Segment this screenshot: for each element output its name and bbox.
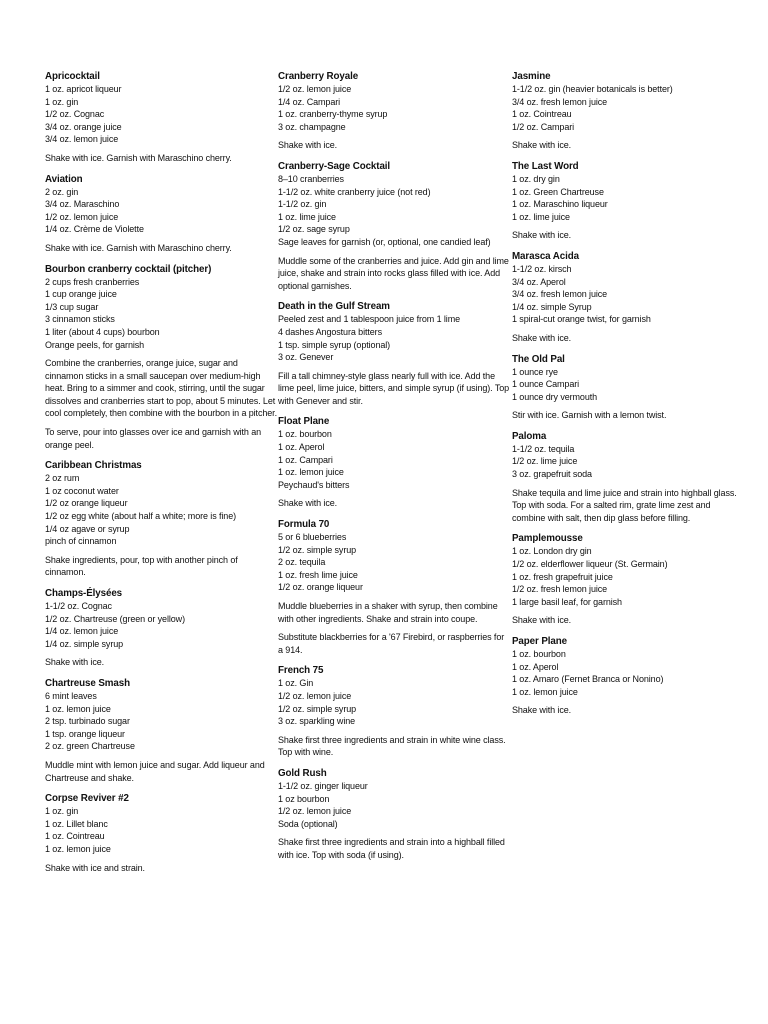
ingredient-list [45, 276, 277, 352]
ingredient: 3 cinnamon sticks [45, 314, 115, 325]
recipe-instructions: Shake with ice. [512, 230, 572, 241]
ingredient: 4 dashes Angostura bitters [278, 326, 382, 337]
recipe-instructions: Shake with ice. [512, 705, 572, 716]
ingredient: Sage leaves for garnish (or, optional, one candied leaf) [278, 236, 491, 247]
recipe-instructions: Combine the cranberries, orange juice, sugar and cinnamon sticks in a small saucepan over medium-high heat. Bring to a simmer and cook, stirring, until the sugar dissolves and cranberries start to pop, about 5 minutes. Let cool completely, then combine with the bourbon in a pitcher. [45, 358, 277, 419]
recipe-title: Cranberry-Sage Cocktail [278, 160, 391, 172]
ingredient: 2 oz. green Chartreuse [45, 741, 135, 752]
ingredient-list [278, 313, 510, 363]
ingredient: 1/2 oz. lemon juice [45, 211, 119, 222]
ingredient: 2 cups fresh cranberries [45, 276, 140, 287]
ingredient: 1 large basil leaf, for garnish [512, 596, 622, 607]
recipe-the-old-pal [512, 353, 738, 422]
ingredient: 1 oz. apricot liqueur [45, 84, 122, 94]
recipe-paloma [512, 430, 738, 525]
ingredient: 8–10 cranberries [278, 173, 344, 184]
ingredient: 1 oz. Lillet blanc [45, 818, 108, 829]
recipe-instructions: Substitute blackberries for a '67 Firebird, or raspberries for a 914. [278, 632, 505, 655]
ingredient: pinch of cinnamon [45, 536, 117, 547]
ingredient-list [45, 186, 277, 236]
ingredient: 1 oz. lime juice [512, 211, 570, 222]
recipe-jasmine [512, 70, 738, 152]
ingredient: 1 oz. Gin [278, 678, 314, 689]
ingredient: 3/4 oz. Aperol [512, 276, 566, 287]
ingredient: 1/2 oz. sage syrup [278, 224, 350, 235]
ingredient: 1 oz. Aperol [278, 442, 325, 453]
ingredient: 1-1/2 oz. kirsch [512, 263, 572, 274]
recipe-instructions: Muddle blueberries in a shaker with syrup, then combine with other ingredients. Shake and strain into coupe. [278, 601, 498, 624]
recipe-title: French 75 [278, 665, 324, 677]
ingredient-list [45, 472, 277, 548]
ingredient: 6 mint leaves [45, 690, 97, 701]
recipe-instructions: Shake with ice. [512, 615, 572, 626]
ingredient: 1-1/2 oz. ginger liqueur [278, 780, 368, 791]
ingredient: 2 oz. gin [45, 186, 79, 197]
ingredient: 1/4 oz. Campari [278, 96, 341, 107]
recipe-instructions: Shake with ice. [45, 657, 105, 668]
recipe-instructions: Shake with ice and strain. [45, 862, 145, 873]
ingredient: 1-1/2 oz. white cranberry juice (not red) [278, 186, 431, 197]
ingredient: 1-1/2 oz. gin (heavier botanicals is better) [512, 84, 673, 94]
ingredient: 1 oz. fresh lime juice [278, 569, 358, 580]
ingredient: 1 liter (about 4 cups) bourbon [45, 326, 160, 337]
ingredient: 3 oz. grapefruit soda [512, 469, 592, 480]
recipe-cranberry-sage-cocktail [278, 160, 510, 292]
recipe-column-3 [512, 70, 738, 725]
recipe-cranberry-royale [278, 70, 510, 152]
ingredient: 5 or 6 blueberries [278, 532, 347, 543]
ingredient: 1 oz. gin [45, 806, 79, 817]
ingredient-list [278, 173, 510, 249]
ingredient: 1/4 oz. lemon juice [45, 626, 119, 637]
ingredient: 1 oz. lemon juice [45, 843, 111, 854]
recipe-caribbean-christmas [45, 459, 277, 579]
ingredient-list [45, 690, 277, 753]
ingredient: 1/3 cup sugar [45, 301, 99, 312]
ingredient: 1 oz. gin [45, 96, 79, 107]
recipe-french-75 [278, 664, 510, 759]
recipe-title: Formula 70 [278, 519, 330, 531]
recipe-instructions: Shake first three ingredients and strain into a highball filled with ice. Top with soda (if using). [278, 837, 505, 860]
recipe-title: Pamplemousse [512, 533, 583, 545]
recipe-column-2 [278, 70, 510, 870]
ingredient: Orange peels, for garnish [45, 339, 145, 350]
ingredient: 1/2 oz. elderflower liqueur (St. Germain) [512, 559, 668, 570]
recipe-title: Paper Plane [512, 636, 567, 647]
ingredient: 1/2 oz. orange liqueur [278, 582, 363, 593]
ingredient: 1 oz. bourbon [278, 429, 332, 440]
recipe-the-last-word [512, 160, 738, 242]
ingredient: 1 tsp. simple syrup (optional) [278, 339, 391, 350]
ingredient: 3/4 oz. lemon juice [45, 134, 119, 145]
recipe-champs-elysees [45, 587, 277, 669]
ingredient: 1 oz. dry gin [512, 173, 560, 184]
recipe-column-1 [45, 70, 277, 882]
ingredient: 1 oz. Cointreau [45, 831, 105, 842]
recipe-instructions: Shake first three ingredients and strain in white wine class. Top with wine. [278, 734, 506, 758]
ingredient: 1 tsp. orange liqueur [45, 728, 125, 739]
recipe-title: Apricocktail [45, 71, 100, 82]
ingredient-list [278, 83, 510, 133]
ingredient: 1-1/2 oz. gin [278, 199, 327, 210]
recipe-bourbon-cranberry-cocktail-pitcher [45, 263, 277, 452]
recipe-title: Marasca Acida [512, 250, 579, 262]
recipe-title: Gold Rush [278, 767, 327, 779]
ingredient: 3/4 oz. fresh lemon juice [512, 96, 608, 107]
recipe-instructions: Shake with ice. Garnish with Maraschino cherry. [45, 242, 232, 253]
recipe-instructions: Muddle mint with lemon juice and sugar. Add liqueur and Chartreuse and shake. [45, 759, 265, 783]
ingredient: 1 oz. lemon juice [512, 686, 578, 697]
ingredient: 1/2 oz. lemon juice [278, 806, 352, 817]
recipe-corpse-reviver-2 [45, 792, 277, 874]
ingredient: 1-1/2 oz. Cognac [45, 601, 112, 611]
ingredient-list [278, 428, 510, 491]
recipe-title: The Last Word [512, 160, 579, 172]
ingredient-list [512, 83, 738, 133]
ingredient-list [278, 531, 510, 594]
recipe-title: Caribbean Christmas [45, 460, 142, 472]
recipe-marasca-acida [512, 250, 738, 345]
ingredient: 1 oz. lime juice [278, 211, 336, 222]
recipe-title: Float Plane [278, 416, 330, 428]
ingredient-list [45, 83, 277, 146]
recipe-instructions: Fill a tall chimney-style glass nearly full with ice. Add the lime peel, lime juice, bitters, and simple syrup (if using). Top with Genever and stir. [278, 370, 510, 406]
ingredient-list [512, 366, 738, 404]
recipe-instructions: Stir with ice. Garnish with a lemon twist. [512, 410, 667, 421]
ingredient: Peeled zest and 1 tablespoon juice from 1 lime [278, 314, 461, 325]
recipe-instructions: Shake with ice. [512, 140, 572, 151]
ingredient-list [45, 805, 277, 855]
ingredient: 3 oz. sparkling wine [278, 716, 356, 727]
ingredient: Peychaud's bitters [278, 479, 350, 490]
ingredient: 1/4 oz. simple syrup [45, 638, 124, 649]
ingredient: 1 oz coconut water [45, 485, 119, 496]
ingredient: 1 oz. Aperol [512, 661, 559, 672]
ingredient: 1 oz. Cointreau [512, 109, 572, 120]
recipe-title: Paloma [512, 430, 547, 442]
recipe-death-in-the-gulf-stream [278, 300, 510, 407]
recipe-title: Corpse Reviver #2 [45, 793, 129, 805]
recipe-gold-rush [278, 767, 510, 862]
recipe-instructions: Shake ingredients, pour, top with another pinch of cinnamon. [45, 554, 238, 578]
recipe-instructions: Shake with ice. [512, 332, 572, 343]
ingredient: 1 oz. London dry gin [512, 546, 592, 557]
recipe-chartreuse-smash [45, 677, 277, 784]
ingredient: 2 oz rum [45, 473, 80, 484]
recipe-instructions: Shake with ice. Garnish with Maraschino cherry. [45, 152, 232, 163]
ingredient: 3 oz. champagne [278, 121, 346, 132]
ingredient: 1 oz. Green Chartreuse [512, 186, 604, 197]
ingredient: 1/4 oz. simple Syrup [512, 301, 592, 312]
ingredient: 1 oz. fresh grapefruit juice [512, 571, 613, 582]
ingredient: 1/4 oz agave or syrup [45, 523, 130, 534]
ingredient: 3/4 oz. orange juice [45, 121, 122, 132]
ingredient-list [45, 600, 277, 650]
ingredient-list [512, 443, 738, 481]
ingredient: Soda (optional) [278, 818, 338, 829]
ingredient: 1/2 oz. Chartreuse (green or yellow) [45, 613, 185, 624]
recipe-title: Chartreuse Smash [45, 677, 130, 689]
recipe-title: Cranberry Royale [278, 71, 359, 82]
ingredient: 1 oz. Amaro (Fernet Branca or Nonino) [512, 674, 664, 685]
ingredient-list [512, 648, 738, 698]
recipe-paper-plane [512, 635, 738, 717]
ingredient: 1/2 oz. simple syrup [278, 544, 357, 555]
ingredient: 1-1/2 oz. tequila [512, 443, 575, 454]
recipe-title: Jasmine [512, 71, 551, 82]
ingredient: 1 oz. bourbon [512, 649, 566, 659]
ingredient: 1 ounce dry vermouth [512, 391, 598, 402]
ingredient: 3 oz. Genever [278, 352, 334, 363]
recipe-instructions: Muddle some of the cranberries and juice. Add gin and lime juice, shake and strain into rocks glass filled with ice. Add optional garnishes. [278, 255, 509, 291]
recipe-instructions: Shake with ice. [278, 498, 338, 509]
ingredient: 1/2 oz. simple syrup [278, 703, 357, 714]
recipe-title: The Old Pal [512, 353, 565, 365]
ingredient: 3/4 oz. fresh lemon juice [512, 289, 608, 300]
ingredient-list [278, 780, 510, 830]
ingredient: 1/2 oz. lemon juice [278, 84, 352, 94]
recipe-title: Death in the Gulf Stream [278, 301, 390, 313]
recipe-apricocktail [45, 70, 277, 165]
ingredient: 1 oz bourbon [278, 793, 330, 804]
ingredient: 1/2 oz. fresh lemon juice [512, 584, 608, 595]
recipe-instructions: To serve, pour into glasses over ice and garnish with an orange peel. [45, 427, 262, 450]
ingredient: 1/2 oz. lemon juice [278, 690, 352, 701]
ingredient: 2 oz. tequila [278, 557, 326, 568]
ingredient: 1 oz. Maraschino liqueur [512, 199, 608, 210]
ingredient: 3/4 oz. Maraschino [45, 199, 120, 210]
ingredient: 1/2 oz. Campari [512, 121, 575, 132]
ingredient: 1/2 oz orange liqueur [45, 498, 128, 509]
ingredient: 1 ounce rye [512, 366, 558, 377]
ingredient: 1 oz. cranberry-thyme syrup [278, 109, 388, 120]
recipe-float-plane [278, 415, 510, 510]
recipe-pamplemousse [512, 532, 738, 627]
ingredient: 1 cup orange juice [45, 289, 117, 300]
ingredient: 1 oz. lemon juice [45, 703, 111, 714]
recipe-formula-70 [278, 518, 510, 656]
ingredient-list [512, 545, 738, 608]
ingredient: 1 spiral-cut orange twist, for garnish [512, 314, 651, 325]
ingredient: 1/2 oz egg white (about half a white; more is fine) [45, 511, 237, 522]
recipe-title: Champs-Élysées [45, 588, 123, 599]
recipe-aviation [45, 173, 277, 255]
ingredient-list [512, 173, 738, 223]
ingredient-list [278, 677, 510, 727]
recipe-title: Aviation [45, 173, 83, 185]
ingredient-list [512, 263, 738, 326]
ingredient: 1/4 oz. Crème de Violette [45, 224, 144, 235]
ingredient: 1 ounce Campari [512, 379, 580, 390]
ingredient: 2 tsp. turbinado sugar [45, 716, 130, 727]
ingredient: 1 oz. Campari [278, 454, 333, 465]
ingredient: 1/2 oz. lime juice [512, 456, 578, 467]
ingredient: 1 oz. lemon juice [278, 467, 344, 478]
ingredient: 1/2 oz. Cognac [45, 109, 105, 120]
recipe-instructions: Shake with ice. [278, 140, 338, 151]
recipe-title: Bourbon cranberry cocktail (pitcher) [45, 263, 212, 275]
recipe-instructions: Shake tequila and lime juice and strain into highball glass. Top with soda. For a salted rim, grate lime zest and combine with salt, then dip glass before filling. [512, 487, 737, 523]
